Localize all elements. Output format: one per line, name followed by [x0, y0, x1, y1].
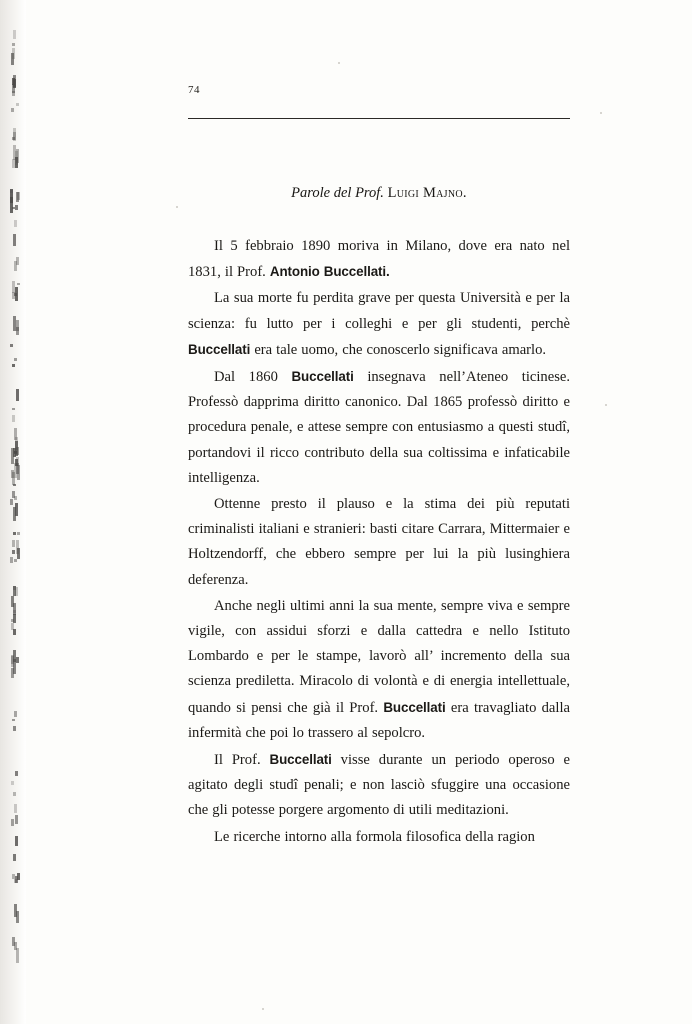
text-run: Le ricerche intorno alla formola filosofica della ragion: [214, 828, 535, 845]
byline: [188, 185, 570, 202]
paragraph: [188, 747, 570, 824]
text-run: Dal 1860: [214, 369, 292, 386]
page-number: 74: [188, 84, 200, 96]
scan-speck: [262, 1008, 264, 1010]
scan-speck: [338, 62, 340, 64]
page-content: [188, 84, 570, 851]
paragraph: [188, 594, 570, 746]
emphasis-name: Buccellati: [291, 369, 354, 385]
text-run: La sua morte fu perdita grave per questa Università e per la scienza: fu lutto per i colleghi e per gli studenti, perchè: [188, 290, 570, 332]
paragraph: [188, 286, 570, 363]
scan-speck: [605, 404, 607, 406]
emphasis-name: Buccellati: [188, 341, 251, 357]
header-rule: [188, 118, 570, 119]
text-run: Anche negli ultimi anni la sua mente, sempre viva e sempre vigile, con assidui sforzi e dalla cattedra e nello Istituto Lombardo e per le stampe, lavorò all’ incremento della sua scienza prediletta. Miracolo di volontà e di energia intellettuale, quando si pensi che già il Prof.: [188, 597, 570, 716]
scan-speck: [176, 206, 178, 208]
paragraph: [188, 825, 570, 850]
text-run: era travagliato dalla infermità che poi lo trassero al sepolcro.: [188, 699, 570, 741]
paragraph: [188, 492, 570, 593]
byline-author: Luigi Majno.: [387, 185, 467, 201]
text-run: Il Prof.: [214, 752, 270, 769]
text-run: Il 5 febbraio 1890 moriva in Milano, dove era nato nel 1831, il Prof.: [188, 238, 570, 281]
body-text: [188, 234, 570, 850]
byline-italic: Parole del Prof.: [291, 185, 384, 201]
emphasis-name: Buccellati: [383, 699, 446, 715]
emphasis-name: Buccellati: [269, 752, 332, 768]
scan-speck: [600, 112, 602, 114]
paragraph: [188, 234, 570, 285]
text-run: Ottenne presto il plauso e la stima dei più reputati criminalisti italiani e stranieri: basti citare Carrara, Mittermaier e Holtzendorff, che ebbero sempre per lui la più lusinghiera deferenza.: [188, 496, 570, 588]
binding-speckle-marks: [10, 30, 20, 990]
text-run: insegnava nell’Ateneo ticinese. Professò dapprima diritto canonico. Dal 1865 professò diritto e procedura penale, e attese sempre con entusiasmo a questi studî, portandovi il ricco contributo della sua coltissima e infaticabile intelligenza.: [188, 369, 570, 486]
text-run: visse durante un periodo operoso e agitato degli studî penali; e non lasciò sfuggire una occasione che gli potesse porgere argomento di utili meditazioni.: [188, 752, 571, 819]
text-run: era tale uomo, che conoscerlo significava amarlo.: [250, 341, 547, 358]
emphasis-name: Antonio Buccellati.: [269, 264, 390, 280]
paragraph: [188, 364, 570, 491]
